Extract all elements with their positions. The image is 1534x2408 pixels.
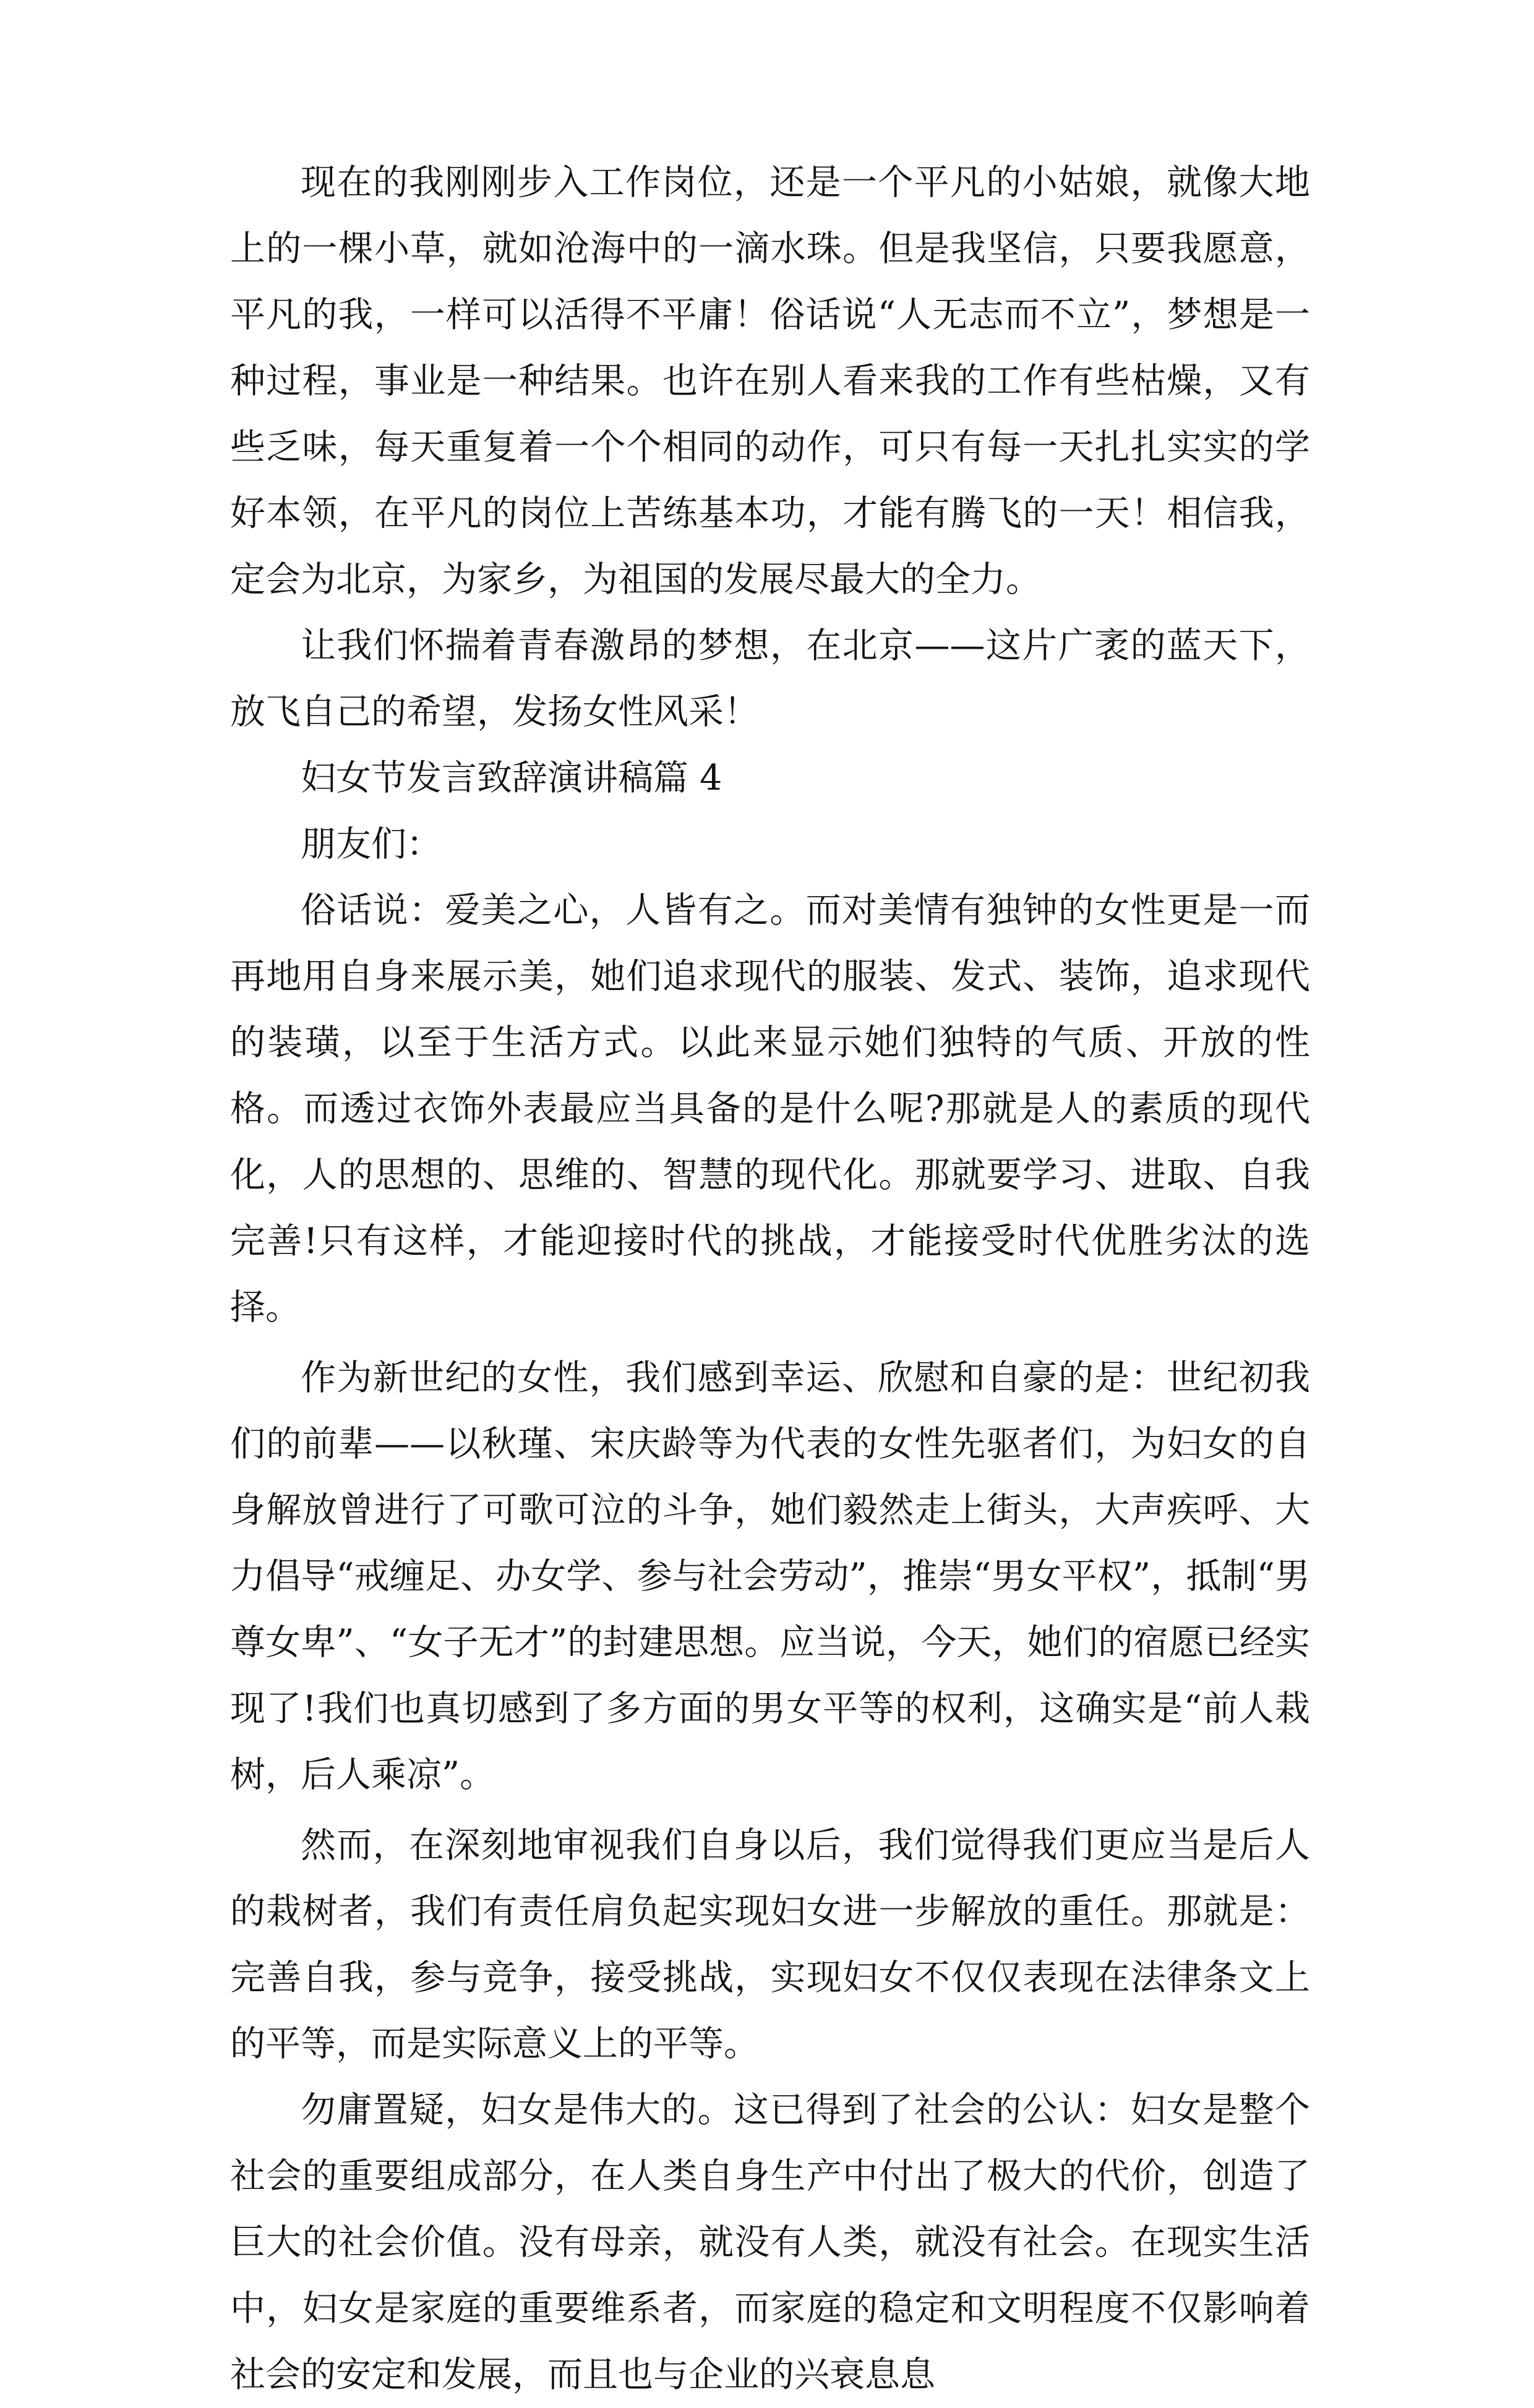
paragraph-2: 让我们怀揣着青春激昂的梦想，在北京——这片广袤的蓝天下，放飞自己的希望，发扬女性风采！ (230, 625, 1310, 732)
paragraph-5: 然而，在深刻地审视我们自身以后，我们觉得我们更应当是后人的栽树者，我们有责任肩负起实现妇女进一步解放的重任。那就是：完善自我，参与竞争，接受挑战，实现妇女不仅仅表现在法律条文上的平等，而是实际意义上的平等。 (230, 1825, 1310, 2064)
paragraph-3: 俗话说：爱美之心，人皆有之。而对美情有独钟的女性更是一而再地用自身来展示美，她们追求现代的服装、发式、装饰，追求现代的装璜，以至于生活方式。以此来显示她们独特的气质、开放的性格。而透过衣饰外表最应当具备的是什么呢?那就是人的素质的现代化，人的思想的、思维的、智慧的现代化。那就要学习、进取、自我完善!只有这样，才能迎接时代的挑战，才能接受时代优胜劣汰的选择。 (230, 890, 1310, 1328)
paragraph-1: 现在的我刚刚步入工作岗位，还是一个平凡的小姑娘，就像大地上的一棵小草，就如沧海中的一滴水珠。但是我坚信，只要我愿意，平凡的我，一样可以活得不平庸！俗话说“人无志而不立”，梦想是一种过程，事业是一种结果。也许在别人看来我的工作有些枯燥，又有些乏味，每天重复着一个个相同的动作，可只有每一天扎扎实实的学好本领，在平凡的岗位上苦练基本功，才能有腾飞的一天！相信我，定会为北京，为家乡，为祖国的发展尽最大的全力。 (230, 162, 1310, 600)
section-heading: 妇女节发言致辞演讲稿篇 4 (301, 758, 722, 798)
salutation: 朋友们： (301, 824, 442, 865)
paragraph-4: 作为新世纪的女性，我们感到幸运、欣慰和自豪的是：世纪初我们的前辈——以秋瑾、宋庆龄等为代表的女性先驱者们，为妇女的自身解放曾进行了可歌可泣的斗争，她们毅然走上街头，大声疾呼、大力倡导“戒缠足、办女学、参与社会劳动”，推崇“男女平权”，抵制“男尊女卑”、“女子无才”的封建思想。应当说，今天，她们的宿愿已经实现了!我们也真切感到了多方面的男女平等的权利，这确实是“前人栽树，后人乘凉”。 (230, 1357, 1310, 1795)
document-body (230, 150, 1310, 2408)
paragraph-6: 勿庸置疑，妇女是伟大的。这已得到了社会的公认：妇女是整个社会的重要组成部分，在人类自身生产中付出了极大的代价，创造了巨大的社会价值。没有母亲，就没有人类，就没有社会。在现实生活中，妇女是家庭的重要维系者，而家庭的稳定和文明程度不仅影响着社会的安定和发展，而且也与企业的兴衰息息 (230, 2090, 1310, 2395)
